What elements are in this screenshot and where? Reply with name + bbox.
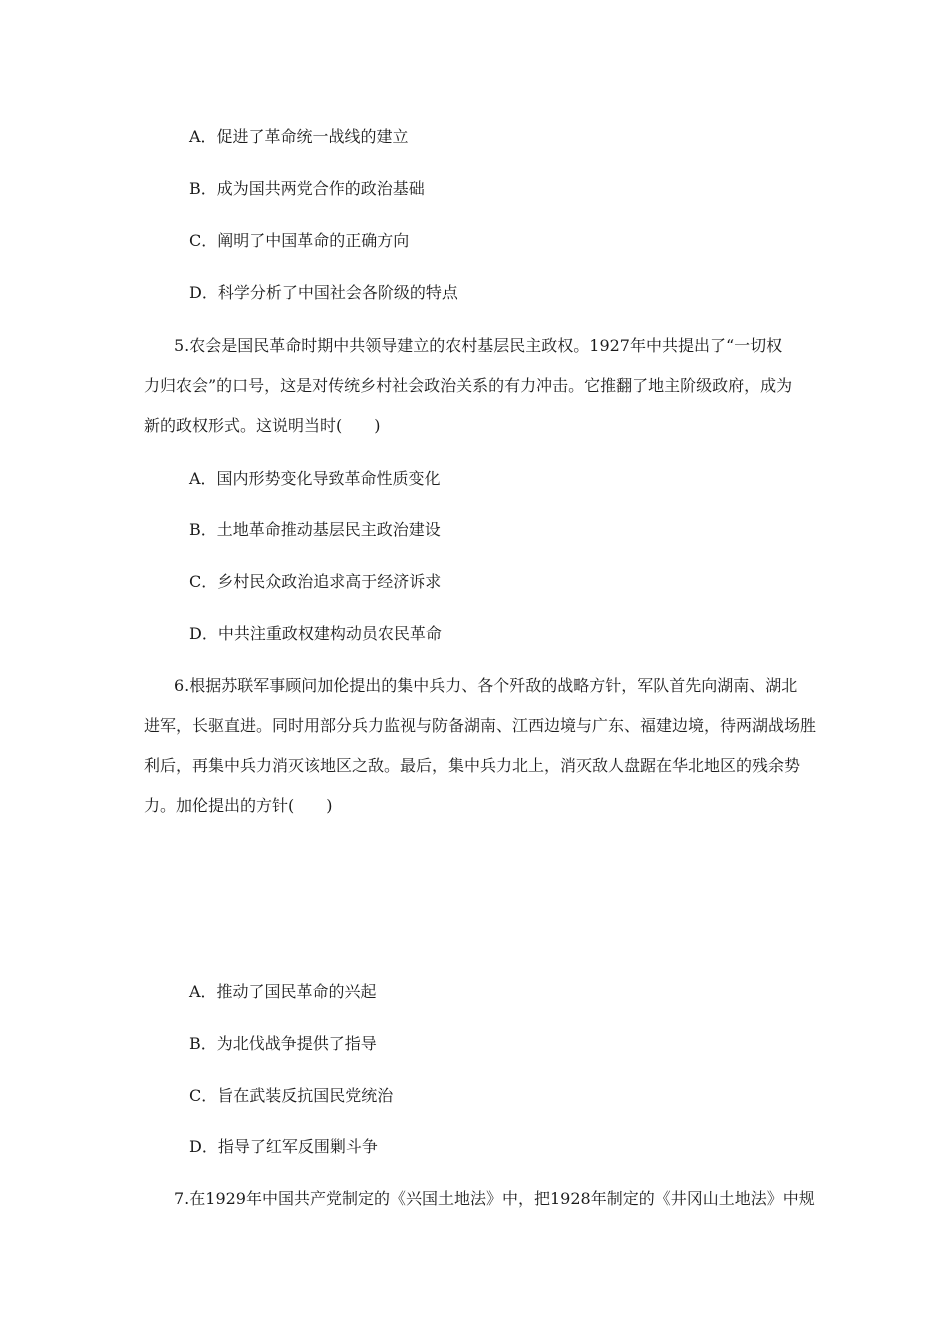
q4-option-c: C．阐明了中国革命的正确方向 [189, 231, 410, 250]
q6-stem-line-4: 力。加伦提出的方针( ) [144, 796, 333, 815]
q5-option-d: D．中共注重政权建构动员农民革命 [189, 624, 442, 643]
q6-option-d: D．指导了红军反围剿斗争 [189, 1137, 378, 1156]
q5-stem-line-2: 力归农会”的口号，这是对传统乡村社会政治关系的有力冲击。它推翻了地主阶级政府，成为 [144, 376, 793, 395]
q6-stem-line-2: 进军，长驱直进。同时用部分兵力监视与防备湖南、江西边境与广东、福建边境，待两湖战场胜 [144, 716, 817, 735]
q4-option-a: A．促进了革命统一战线的建立 [189, 127, 409, 146]
q6-stem-line-3: 利后，再集中兵力消灭该地区之敌。最后，集中兵力北上，消灭敌人盘踞在华北地区的残余势 [144, 756, 801, 775]
q6-stem-line-1: 6.根据苏联军事顾问加伦提出的集中兵力、各个歼敌的战略方针，军队首先向湖南、湖北 [174, 676, 798, 695]
q5-option-c: C．乡村民众政治追求高于经济诉求 [189, 572, 442, 591]
q4-option-b: B．成为国共两党合作的政治基础 [189, 179, 425, 198]
q5-option-b: B．土地革命推动基层民主政治建设 [189, 520, 441, 539]
q5-stem-line-3: 新的政权形式。这说明当时( ) [144, 416, 381, 435]
q6-option-a: A．推动了国民革命的兴起 [189, 982, 377, 1001]
q4-option-d: D．科学分析了中国社会各阶级的特点 [189, 283, 458, 302]
q6-option-c: C．旨在武装反抗国民党统治 [189, 1086, 394, 1105]
q7-stem-line-1: 7.在1929年中国共产党制定的《兴国土地法》中，把1928年制定的《井冈山土地法》中规 [174, 1189, 815, 1208]
q5-stem-line-1: 5.农会是国民革命时期中共领导建立的农村基层民主政权。1927年中共提出了“一切权 [174, 336, 783, 355]
q5-option-a: A．国内形势变化导致革命性质变化 [189, 469, 441, 488]
q6-option-b: B．为北伐战争提供了指导 [189, 1034, 377, 1053]
